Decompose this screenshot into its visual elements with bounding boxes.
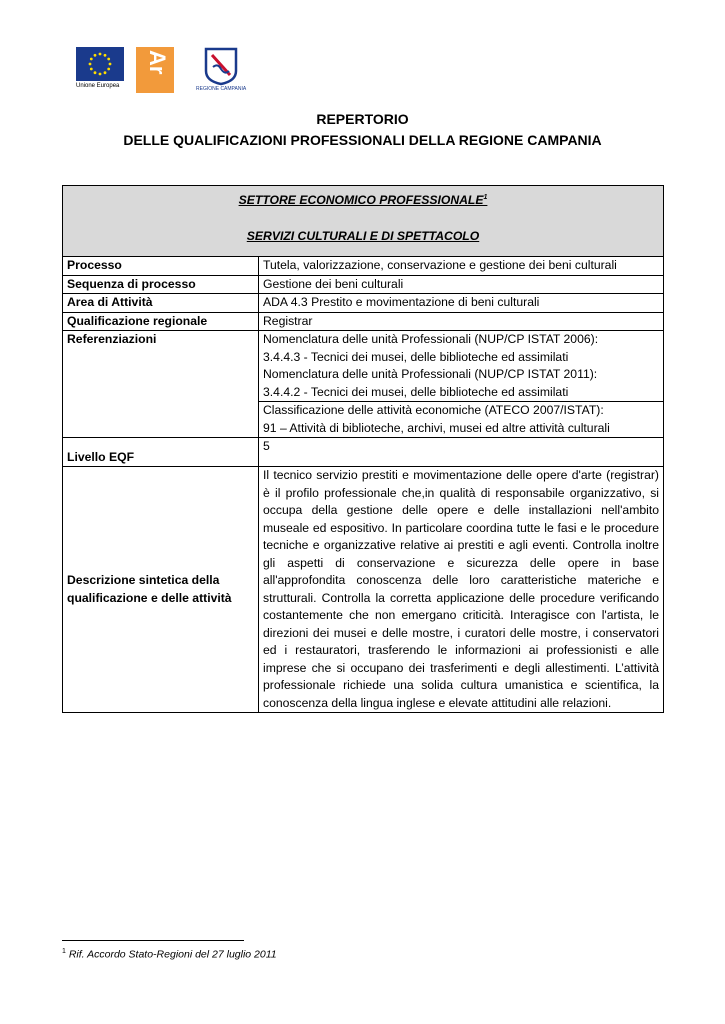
footnote-number: 1 (62, 948, 66, 955)
arsa-logo-text: Ar sa (119, 50, 170, 75)
referenziazioni-value (259, 331, 664, 438)
livello-value: 5 (259, 438, 664, 467)
title-line-1: REPERTORIO (316, 111, 409, 127)
descrizione-label: Descrizione sintetica della qualificazione e delle attività (63, 467, 259, 713)
area-value: ADA 4.3 Prestito e movimentazione di beni culturali (259, 294, 664, 313)
page-title (0, 109, 725, 151)
footnote (62, 948, 277, 961)
ref-line: Nomenclatura delle unità Professionali (NUP/CP ISTAT 2011): (263, 367, 598, 381)
ref-line: 91 – Attività di biblioteche, archivi, musei ed altre attività culturali (263, 420, 610, 435)
qualification-table (62, 185, 664, 713)
table-row (63, 312, 664, 331)
ref-line: Nomenclatura delle unità Professionali (NUP/CP ISTAT 2006): (263, 332, 599, 346)
arsa-logo (119, 47, 174, 93)
table-row (63, 294, 664, 313)
ref-line: Classificazione delle attività economiche (ATECO 2007/ISTAT): (263, 403, 604, 417)
referenziazioni-label: Referenziazioni (63, 331, 259, 438)
table-row (63, 467, 664, 713)
sequenza-label: Sequenza di processo (63, 275, 259, 294)
table-row (63, 331, 664, 438)
ref-line: 3.4.4.3 - Tecnici dei musei, delle biblioteche ed assimilati (263, 349, 569, 364)
eu-caption: Unione Europea (76, 83, 120, 89)
sector-label: SETTORE ECONOMICO PROFESSIONALE (238, 193, 484, 208)
footnote-text: Rif. Accordo Stato-Regioni del 27 luglio 2011 (68, 948, 277, 961)
table-row (63, 438, 664, 467)
footnote-separator (62, 940, 244, 941)
regione-campania-logo (204, 47, 238, 85)
sector-header-row (63, 186, 664, 257)
descrizione-value: Il tecnico servizio prestiti e movimentazione delle opere d'arte (registrar) è il profilo professionale che,in qualità di responsabile organizzativo, si occupa della gestione delle opere e delle installazioni nell'ambito museale ed espositivo. In particolare coordina tutte le fasi e le procedure tecniche e organizzative relative ai prestiti e agli eventi. Controlla inoltre gli aspetti di conservazione e sicurezza delle opere in base all'approfondita conoscenza delle loro caratteristiche materiche e strutturali. Controlla la corretta applicazione delle procedure verificando costantemente che non emergano criticità. Interagisce con l'artista, le direzioni dei musei e delle mostre, i curatori delle mostre, i conservatori ed i restauratori, trasferendo le informazioni ai professionisti e alle imprese che si occupano dei trasferimenti e degli allestimenti. L’attività professionale richiede una solida cultura umanistica e scientifica, la conoscenza della lingua inglese e elevate attitudini alle relazioni. (259, 467, 664, 713)
qualificazione-label: Qualificazione regionale (63, 312, 259, 331)
table-row (63, 257, 664, 276)
eu-flag-logo (76, 47, 124, 81)
table-row (63, 275, 664, 294)
processo-label: Processo (63, 257, 259, 276)
sequenza-value: Gestione dei beni culturali (259, 275, 664, 294)
ref-line: 3.4.4.2 - Tecnici dei musei, delle biblioteche ed assimilati (263, 384, 569, 399)
livello-label: Livello EQF (63, 438, 259, 467)
qualificazione-value: Registrar (259, 312, 664, 331)
sector-value: SERVIZI CULTURALI E DI SPETTACOLO (246, 228, 480, 243)
ateco-block (259, 401, 663, 437)
regione-caption: REGIONE CAMPANIA (196, 86, 247, 92)
title-line-2: DELLE QUALIFICAZIONI PROFESSIONALI DELLA REGIONE CAMPANIA (123, 132, 602, 148)
area-label: Area di Attività (63, 294, 259, 313)
sector-header (63, 186, 664, 257)
footnote-ref[interactable]: 1 (483, 194, 488, 201)
processo-value: Tutela, valorizzazione, conservazione e gestione dei beni culturali (259, 257, 664, 276)
